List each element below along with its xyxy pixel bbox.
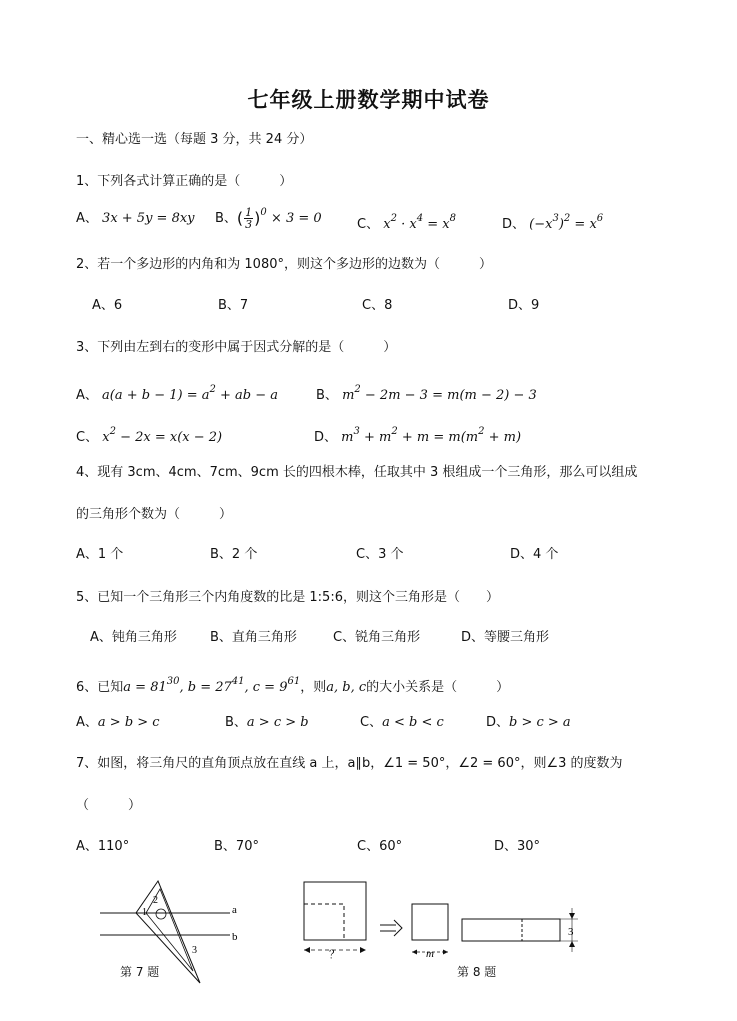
q3-option-d: D、 $m^3 + m^2 + m = m(m^2 + m)$ bbox=[314, 426, 522, 445]
cut-line bbox=[304, 904, 344, 940]
section-heading: 一、精心选一选（每题 3 分，共 24 分） bbox=[76, 132, 313, 147]
q6-option-d: D、b > c > a bbox=[486, 715, 571, 730]
q6-option-a: A、a > b > c bbox=[76, 715, 160, 730]
arrow-left bbox=[304, 947, 310, 953]
arrow-right bbox=[360, 947, 366, 953]
arrow-head bbox=[394, 920, 402, 936]
angle-3-label: 3 bbox=[192, 945, 197, 956]
option-label: A、 bbox=[76, 388, 98, 403]
figure-8-caption: 第 8 题 bbox=[457, 965, 497, 979]
option-label: C、 bbox=[360, 715, 383, 730]
q4-option-c: C、3 个 bbox=[356, 547, 404, 562]
arrow-left-m bbox=[412, 950, 417, 955]
large-square bbox=[304, 882, 366, 940]
arrow-right-m bbox=[443, 950, 448, 955]
height-label: 3 bbox=[568, 926, 574, 938]
q1-option-c: C、 $x^2 \cdot x^4 = x^8$ bbox=[357, 213, 456, 232]
option-label: B、 bbox=[316, 388, 338, 403]
q2-option-d: D、9 bbox=[508, 298, 540, 313]
q5-option-a: A、钝角三角形 bbox=[90, 630, 177, 645]
q6-stem: 6、已知$a = 81^{30}$, $b = 27^{41}$, $c = 9^{61}$，则a, b, c的大小关系是（ ） bbox=[76, 676, 510, 695]
figure-7-caption: 第 7 题 bbox=[120, 965, 160, 979]
figure-8-diagram bbox=[296, 878, 596, 964]
option-label: D、 bbox=[502, 217, 526, 232]
q7-option-b: B、70° bbox=[214, 839, 259, 854]
rectangle bbox=[462, 919, 560, 941]
label-b: b bbox=[232, 931, 238, 943]
q6-option-c: C、a < b < c bbox=[360, 715, 444, 730]
q2-option-b: B、7 bbox=[218, 298, 249, 313]
math-expression: 3x + 5y = 8xy bbox=[102, 211, 195, 226]
q1-option-b: B、( $\frac{1}{3}$ )$^0$ × 3 = 0 bbox=[215, 206, 322, 231]
option-label: A、 bbox=[76, 211, 98, 226]
q7-option-c: C、60° bbox=[357, 839, 403, 854]
option-label: C、 bbox=[357, 217, 380, 232]
fraction: $\frac{1}{3}$ bbox=[245, 206, 253, 231]
q7-stem-line2: （ ） bbox=[76, 798, 142, 813]
option-label: C、 bbox=[76, 430, 99, 445]
question-mark: ？ bbox=[329, 949, 340, 961]
q7-stem-line1: 7、如图，将三角尺的直角顶点放在直线 a 上，a∥b，∠1 = 50°，∠2 = 60°，则∠3 的度数为 bbox=[76, 756, 623, 771]
q4-stem-line1: 4、现有 3cm、4cm、7cm、9cm 长的四根木棒，任取其中 3 根组成一个三角形，那么可以组成 bbox=[76, 465, 638, 480]
page-title: 七年级上册数学期中试卷 bbox=[247, 88, 490, 112]
q5-stem: 5、已知一个三角形三个内角度数的比是 1:5:6，则这个三角形是（ ） bbox=[76, 590, 499, 605]
option-label: B、 bbox=[225, 715, 247, 730]
q7-option-d: D、30° bbox=[494, 839, 541, 854]
q4-option-a: A、1 个 bbox=[76, 547, 124, 562]
angle-2-label: 2 bbox=[153, 895, 158, 906]
option-label: A、 bbox=[76, 715, 98, 730]
label-a: a bbox=[232, 904, 237, 916]
q3-option-c: C、 $x^2 - 2x = x(x - 2)$ bbox=[76, 426, 223, 445]
q3-option-a: A、 $a(a + b - 1) = a^2$ + ab − a bbox=[76, 384, 279, 403]
option-label: D、 bbox=[314, 430, 338, 445]
q2-option-c: C、8 bbox=[362, 298, 393, 313]
option-label: B、 bbox=[215, 211, 237, 226]
arrow-up bbox=[569, 941, 575, 947]
q4-stem-line2: 的三角形个数为（ ） bbox=[76, 507, 233, 522]
q1-stem: 1、下列各式计算正确的是（ ） bbox=[76, 174, 293, 189]
q3-option-b: B、 $m^2 - 2m - 3 = m(m - 2) - 3$ bbox=[316, 384, 537, 403]
small-square bbox=[412, 904, 448, 940]
m-label: m bbox=[426, 948, 434, 960]
q4-option-b: B、2 个 bbox=[210, 547, 258, 562]
q1-option-a bbox=[76, 210, 195, 228]
angle-1-label: 1 bbox=[142, 907, 147, 918]
q3-stem: 3、下列由左到右的变形中属于因式分解的是（ ） bbox=[76, 340, 397, 355]
q1-option-d: D、 $(-x^3)^2 = x^6$ bbox=[502, 213, 604, 232]
arrow-down bbox=[569, 913, 575, 919]
q5-option-c: C、锐角三角形 bbox=[333, 630, 421, 645]
q6-option-b: B、a > c > b bbox=[225, 715, 309, 730]
q7-option-a: A、110° bbox=[76, 839, 130, 854]
q4-option-d: D、4 个 bbox=[510, 547, 559, 562]
q2-option-a: A、6 bbox=[92, 298, 123, 313]
ruler-hole bbox=[156, 909, 166, 919]
q5-option-b: B、直角三角形 bbox=[210, 630, 297, 645]
option-label: D、 bbox=[486, 715, 510, 730]
q5-option-d: D、等腰三角形 bbox=[461, 630, 550, 645]
q2-stem: 2、若一个多边形的内角和为 1080°，则这个多边形的边数为（ ） bbox=[76, 257, 492, 272]
